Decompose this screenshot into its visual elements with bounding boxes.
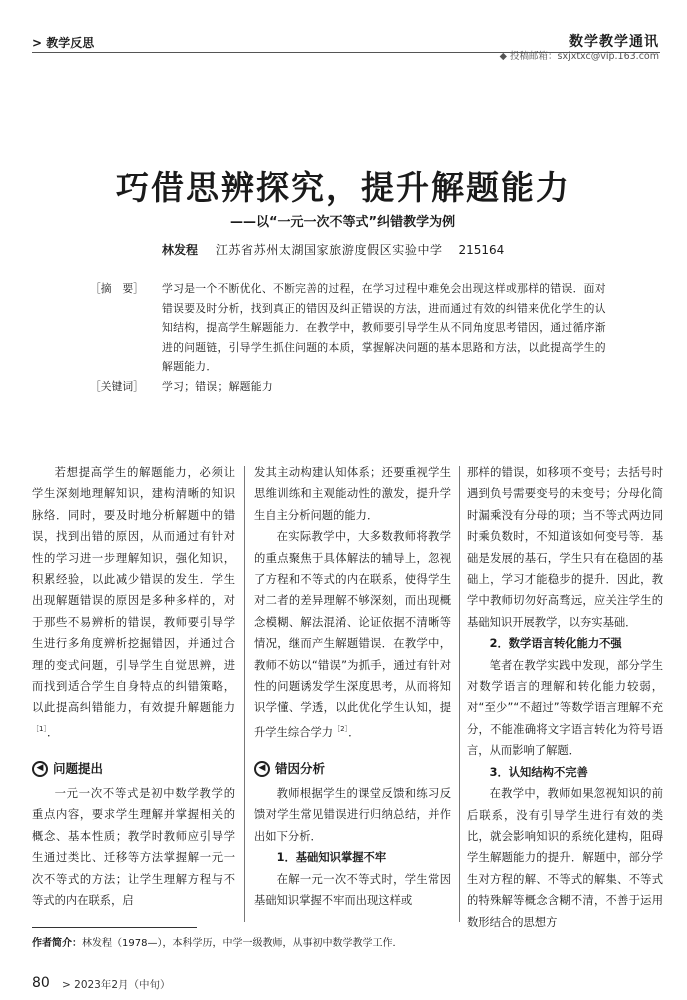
paragraph: 若想提高学生的解题能力，必须让学生深刻地理解知识，建构清晰的知识脉络．同时，要及时地分析解题中的错误，找到出错的原因，从而通过有针对性的学习进一步理解知识，强化知识，积累经验，以此减少错误的发生．学生出现解题错误的原因是多种多样的，对于那些不易辨析的错误，教师要引导学生进行多角度辨析挖掘错因，并通过合理的变式问题，引导学生自觉思辨，进而找到适合学生自身特点的纠错策略，以此提高纠错能力，有效提升解题能力$^{[1]}$． [32,466,235,739]
author-line [162,241,504,258]
author-name: 林发程 [162,243,199,257]
paragraph: 笔者在教学实践中发现，部分学生对数学语言的理解和转化能力较弱，对“至少”“不超过”等数学语言理解不充分，不能准确将文字语言转化为符号语言，从而影响了解题． [467,658,663,758]
paragraph: 一元一次不等式是初中数学教学的重点内容，要求学生理解并掌握相关的概念、基本性质；教学时教师应引导学生通过类比、迁移等方法掌握解一元一次不等式的方法；让学生理解方程与不等式的内在联系，启 [32,787,235,908]
citation-ref: ［1］ [32,724,47,733]
section-bullet-icon: ◀ [254,761,270,777]
submission-email: ◆ 投稿邮箱：sxjxtxc@vip.163.com [499,51,659,62]
footnote-text: 林发程（1978—），本科学历，中学一级教师，从事初中数学教学工作． [82,938,403,949]
paragraph: 在解一元一次不等式时，学生常因基础知识掌握不牢而出现这样或 [254,872,451,908]
abstract-text: 学习是一个不断优化、不断完善的过程，在学习过程中难免会出现这样或那样的错误．面对错误要及时分析，找到真正的错因及纠正错误的方法，进而通过有效的纠错来优化学生的认知结构，提高学生解题能力．在教学中，教师要引导学生从不同角度思考错因，通过循序渐进的问题链，引导学生抓住问题的本质，掌握解决问题的基本思路和方法，以此提高学生的解题能力． [162,282,606,374]
keywords-label: ［关键词］ [90,379,144,393]
footnote-rule [32,927,197,928]
author-zip: 215164 [458,243,505,257]
column-divider [244,466,245,922]
column-divider [459,466,460,922]
body-column-2 [254,462,451,911]
article-title: 巧借思辨探究，提升解题能力 [116,168,571,207]
paragraph: 在教学中，教师如果忽视知识的前后联系，没有引导学生进行有效的类比，就会影响知识的系统化建构，阻碍学生解题能力的提升．解题中，部分学生对方程的解、不等式的解集、不等式的特殊解等概念含糊不清，不善于运用数形结合的思想方 [467,787,663,929]
section-heading [32,757,235,781]
footnote-label: 作者简介： [32,938,82,949]
page-number: 80 [32,975,50,991]
subsection-title: 3．认知结构不完善 [489,765,588,779]
paragraph: 在实际教学中，大多数教师将教学的重点聚焦于具体解法的辅导上，忽视了方程和不等式的内在联系，使得学生对二者的差异理解不够深刻，而出现概念模糊、解法混淆、论证依据不清晰等情况，继而产生解题错误．在教学中，教师不妨以“错误”为抓手，通过有针对性的问题诱发学生深度思考，从而将知识学懂、学透，以此优化学生认知，提升学生综合学力$^{[2]}$． [254,530,451,739]
abstract-row [90,279,610,377]
journal-name: 数学教学通讯 [569,34,659,50]
section-heading [254,757,451,781]
article-subtitle: ——以“一元一次不等式”纠错教学为例 [230,215,456,230]
body-column-3 [467,462,663,933]
issue-date: > 2023年2月（中旬） [62,979,171,991]
author-affiliation: 江苏省苏州太湖国家旅游度假区实验中学 [215,243,443,257]
citation-ref: ［2］ [333,724,349,733]
keywords-text: 学习；错误；解题能力 [162,379,273,393]
paragraph: 那样的错误，如移项不变号；去括号时遇到负号需要变号的未变号；分母化简时漏乘没有分母的项；当不等式两边同时乘负数时，不知道该如何变号等．基础是发展的基石，学生只有在稳固的基础上，学习才能稳步的提升．因此，教学中教师切勿好高骛远，应关注学生的基础知识开展教学，以夯实基础． [467,466,663,629]
section-title: 问题提出 [53,761,104,777]
abstract-label: ［摘 要］ [90,282,144,295]
body-column-1 [32,462,235,911]
column-label: > 教学反思 [32,36,95,50]
author-footnote [32,934,402,949]
keywords-row [90,377,610,397]
paragraph: 发其主动构建认知体系；还要重视学生思维训练和主观能动性的激发，提升学生自主分析问题的能力． [254,466,451,522]
subsection-title: 2．数学语言转化能力不强 [489,637,622,651]
section-title: 错因分析 [275,761,326,777]
abstract-box [90,279,610,397]
subsection-title: 1．基础知识掌握不牢 [276,851,387,865]
section-bullet-icon: ◀ [32,761,48,777]
paragraph: 教师根据学生的课堂反馈和练习反馈对学生常见错误进行归纳总结，并作出如下分析． [254,787,451,843]
